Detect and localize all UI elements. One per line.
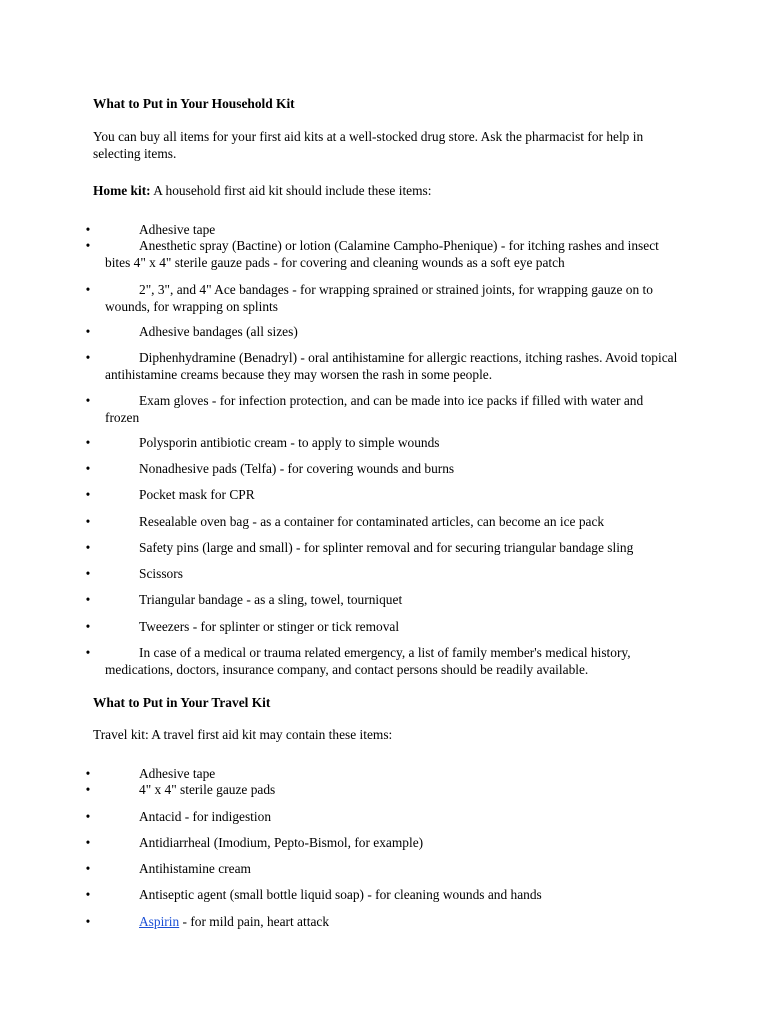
home-kit-line [93, 183, 683, 200]
list-item: Anesthetic spray (Bactine) or lotion (Calamine Campho-Phenique) - for itching rashes and insect bites 4" x 4" sterile gauze pads - for covering and cleaning wounds as a soft eye patch [105, 238, 659, 270]
list-item-aspirin [105, 914, 680, 931]
list-item: Polysporin antibiotic cream - to apply to simple wounds [139, 435, 440, 450]
bullet-icon: • [85, 592, 91, 607]
list-item: Scissors [139, 566, 183, 581]
bullet-icon: • [85, 809, 91, 824]
list-item: Antiseptic agent (small bottle liquid soap) - for cleaning wounds and hands [139, 887, 542, 902]
bullet-icon: • [85, 914, 91, 929]
aspirin-link[interactable]: Aspirin [139, 914, 180, 929]
list-item: Antidiarrheal (Imodium, Pepto-Bismol, for example) [139, 835, 424, 850]
bullet-icon: • [85, 393, 91, 408]
list-item: Adhesive tape [139, 222, 216, 237]
bullet-icon: • [85, 238, 91, 253]
bullet-icon: • [85, 782, 91, 797]
list-item: Pocket mask for CPR [139, 487, 255, 502]
list-item: Nonadhesive pads (Telfa) - for covering wounds and burns [139, 461, 455, 476]
bullet-icon: • [85, 282, 91, 297]
home-kit-text: A household first aid kit should include these items: [150, 183, 432, 198]
household-kit-heading: What to Put in Your Household Kit [93, 96, 295, 111]
bullet-icon: • [85, 566, 91, 581]
bullet-icon: • [85, 222, 91, 237]
bullet-icon: • [85, 861, 91, 876]
home-kit-label: Home kit: [93, 183, 151, 198]
bullet-icon: • [85, 350, 91, 365]
bullet-icon: • [85, 435, 91, 450]
aspirin-text: - for mild pain, heart attack [179, 914, 330, 929]
list-item: Antacid - for indigestion [139, 809, 272, 824]
list-item: Antihistamine cream [139, 861, 251, 876]
list-item: Tweezers - for splinter or stinger or tick removal [139, 619, 400, 634]
bullet-icon: • [85, 487, 91, 502]
bullet-icon: • [85, 324, 91, 339]
list-item: Adhesive bandages (all sizes) [139, 324, 298, 339]
bullet-icon: • [85, 766, 91, 781]
bullet-icon: • [85, 645, 91, 660]
travel-kit-heading: What to Put in Your Travel Kit [93, 695, 271, 710]
list-item: Safety pins (large and small) - for splinter removal and for securing triangular bandage sling [139, 540, 634, 555]
list-item: Exam gloves - for infection protection, and can be made into ice packs if filled with water and frozen [105, 393, 644, 425]
household-intro: You can buy all items for your first aid kits at a well-stocked drug store. Ask the pharmacist for help in selecting items. [93, 129, 644, 161]
list-item: Diphenhydramine (Benadryl) - oral antihistamine for allergic reactions, itching rashes. Avoid topical antihistamine creams because they may worsen the rash in some people. [105, 350, 678, 382]
bullet-icon: • [85, 461, 91, 476]
bullet-icon: • [85, 540, 91, 555]
list-item: 2", 3", and 4" Ace bandages - for wrapping sprained or strained joints, for wrapping gauze on to wounds, for wrapping on splints [105, 282, 653, 314]
bullet-icon: • [85, 619, 91, 634]
bullet-icon: • [85, 887, 91, 902]
list-item: 4" x 4" sterile gauze pads [139, 782, 276, 797]
list-item: Adhesive tape [139, 766, 216, 781]
bullet-icon: • [85, 835, 91, 850]
list-item: Triangular bandage - as a sling, towel, tourniquet [139, 592, 403, 607]
travel-intro: Travel kit: A travel first aid kit may contain these items: [93, 727, 393, 742]
list-item: In case of a medical or trauma related emergency, a list of family member's medical history, medications, doctors, insurance company, and contact persons should be readily available. [105, 645, 631, 677]
bullet-icon: • [85, 514, 91, 529]
list-item: Resealable oven bag - as a container for contaminated articles, can become an ice pack [139, 514, 605, 529]
